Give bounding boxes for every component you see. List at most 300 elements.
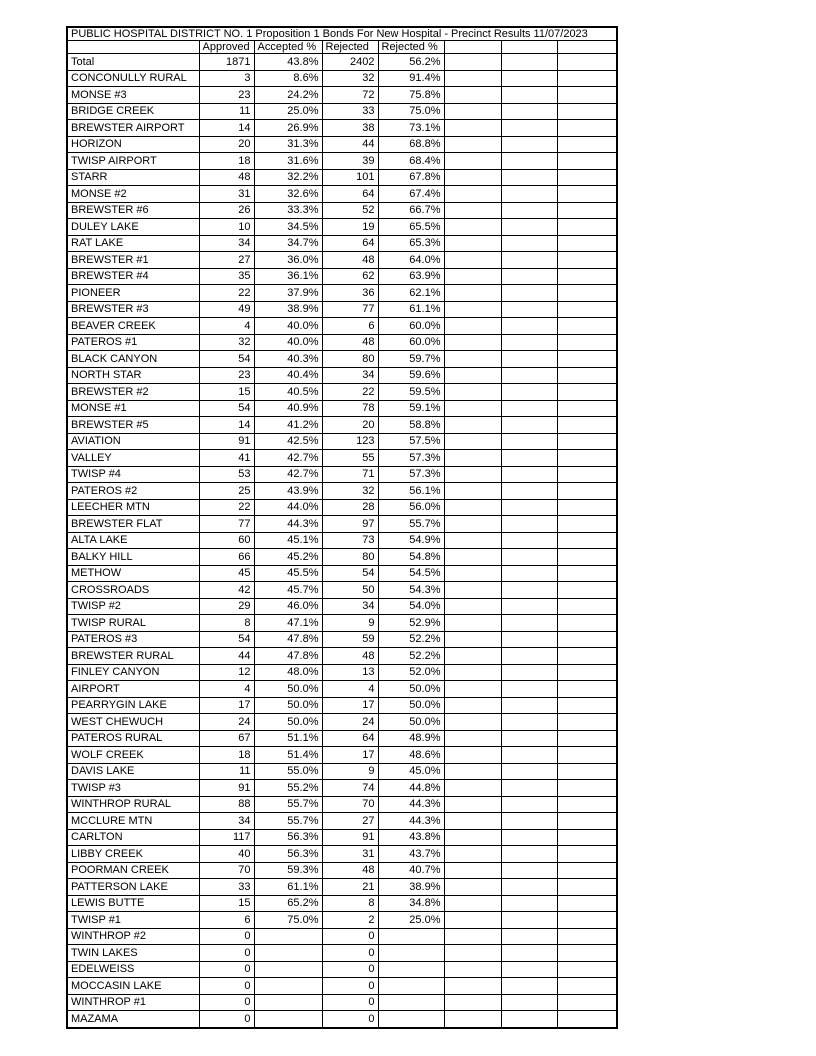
cell-rejected: 0: [322, 1011, 378, 1028]
table-row: [67, 598, 617, 615]
cell-approved: 18: [199, 747, 254, 764]
cell-precinct: TWISP AIRPORT: [67, 153, 199, 170]
cell-empty-1: [444, 268, 501, 285]
cell-rejected-pct: 59.1%: [378, 400, 444, 417]
cell-precinct: HORIZON: [67, 136, 199, 153]
cell-empty-1: [444, 136, 501, 153]
cell-approved: 22: [199, 285, 254, 302]
cell-empty-2: [501, 631, 557, 648]
cell-approved: 31: [199, 186, 254, 203]
cell-rejected-pct: 67.4%: [378, 186, 444, 203]
cell-rejected-pct: 40.7%: [378, 862, 444, 879]
cell-empty-3: [557, 829, 617, 846]
cell-empty-2: [501, 483, 557, 500]
column-header-precinct: [67, 41, 199, 54]
cell-rejected: 39: [322, 153, 378, 170]
cell-precinct: WOLF CREEK: [67, 747, 199, 764]
cell-accepted-pct: 43.8%: [254, 54, 322, 71]
cell-empty-3: [557, 862, 617, 879]
table-row: [67, 961, 617, 978]
cell-empty-2: [501, 219, 557, 236]
cell-rejected-pct: 56.0%: [378, 499, 444, 516]
column-header-rejected: Rejected: [322, 41, 378, 54]
table-row: [67, 747, 617, 764]
cell-accepted-pct: 40.3%: [254, 351, 322, 368]
cell-rejected: 0: [322, 994, 378, 1011]
cell-precinct: WINTHROP #2: [67, 928, 199, 945]
cell-rejected: 64: [322, 235, 378, 252]
cell-precinct: RAT LAKE: [67, 235, 199, 252]
cell-rejected: 77: [322, 301, 378, 318]
cell-precinct: PATEROS RURAL: [67, 730, 199, 747]
cell-approved: 24: [199, 714, 254, 731]
cell-empty-1: [444, 714, 501, 731]
cell-precinct: MAZAMA: [67, 1011, 199, 1028]
cell-rejected: 91: [322, 829, 378, 846]
table-row: [67, 994, 617, 1011]
cell-approved: 17: [199, 697, 254, 714]
cell-empty-2: [501, 598, 557, 615]
table-row: [67, 879, 617, 896]
cell-empty-1: [444, 780, 501, 797]
cell-approved: 66: [199, 549, 254, 566]
cell-approved: 25: [199, 483, 254, 500]
cell-rejected-pct: [378, 945, 444, 962]
cell-empty-3: [557, 483, 617, 500]
cell-empty-2: [501, 433, 557, 450]
cell-approved: 35: [199, 268, 254, 285]
cell-empty-3: [557, 169, 617, 186]
cell-approved: 0: [199, 961, 254, 978]
cell-empty-3: [557, 516, 617, 533]
cell-approved: 11: [199, 763, 254, 780]
cell-empty-1: [444, 54, 501, 71]
cell-empty-3: [557, 912, 617, 929]
cell-rejected: 48: [322, 252, 378, 269]
cell-accepted-pct: 45.2%: [254, 549, 322, 566]
cell-accepted-pct: 40.4%: [254, 367, 322, 384]
results-tbody: [67, 54, 617, 1028]
cell-rejected: 32: [322, 70, 378, 87]
cell-approved: 4: [199, 681, 254, 698]
cell-empty-3: [557, 186, 617, 203]
cell-rejected: 0: [322, 928, 378, 945]
cell-empty-3: [557, 87, 617, 104]
cell-empty-2: [501, 549, 557, 566]
cell-precinct: MCCLURE MTN: [67, 813, 199, 830]
table-row: [67, 549, 617, 566]
cell-empty-3: [557, 895, 617, 912]
table-row: [67, 202, 617, 219]
cell-empty-1: [444, 120, 501, 137]
title-row: [67, 27, 617, 41]
cell-precinct: WINTHROP #1: [67, 994, 199, 1011]
cell-accepted-pct: 38.9%: [254, 301, 322, 318]
cell-rejected: 4: [322, 681, 378, 698]
column-header-empty-1: [444, 41, 501, 54]
table-row: [67, 565, 617, 582]
cell-precinct: PATEROS #2: [67, 483, 199, 500]
cell-rejected-pct: 59.5%: [378, 384, 444, 401]
cell-approved: 8: [199, 615, 254, 632]
cell-precinct: FINLEY CANYON: [67, 664, 199, 681]
cell-approved: 60: [199, 532, 254, 549]
table-row: [67, 796, 617, 813]
cell-empty-2: [501, 747, 557, 764]
cell-rejected: 31: [322, 846, 378, 863]
cell-empty-1: [444, 153, 501, 170]
cell-empty-3: [557, 598, 617, 615]
cell-empty-2: [501, 895, 557, 912]
cell-empty-2: [501, 120, 557, 137]
cell-accepted-pct: 55.7%: [254, 796, 322, 813]
table-row: [67, 780, 617, 797]
cell-precinct: BRIDGE CREEK: [67, 103, 199, 120]
cell-precinct: MONSE #2: [67, 186, 199, 203]
cell-approved: 0: [199, 978, 254, 995]
table-row: [67, 169, 617, 186]
cell-empty-3: [557, 219, 617, 236]
cell-empty-1: [444, 582, 501, 599]
cell-empty-3: [557, 615, 617, 632]
cell-precinct: WINTHROP RURAL: [67, 796, 199, 813]
cell-empty-3: [557, 532, 617, 549]
cell-empty-1: [444, 846, 501, 863]
cell-accepted-pct: 40.0%: [254, 334, 322, 351]
cell-precinct: BREWSTER RURAL: [67, 648, 199, 665]
cell-empty-3: [557, 780, 617, 797]
cell-rejected: 54: [322, 565, 378, 582]
cell-approved: 10: [199, 219, 254, 236]
cell-empty-3: [557, 268, 617, 285]
cell-empty-1: [444, 103, 501, 120]
cell-empty-2: [501, 994, 557, 1011]
cell-empty-1: [444, 252, 501, 269]
cell-empty-1: [444, 549, 501, 566]
cell-accepted-pct: 44.0%: [254, 499, 322, 516]
cell-empty-1: [444, 400, 501, 417]
cell-accepted-pct: 25.0%: [254, 103, 322, 120]
cell-rejected-pct: [378, 978, 444, 995]
cell-empty-3: [557, 120, 617, 137]
cell-empty-2: [501, 268, 557, 285]
cell-accepted-pct: 24.2%: [254, 87, 322, 104]
cell-precinct: PIONEER: [67, 285, 199, 302]
cell-empty-2: [501, 450, 557, 467]
cell-empty-2: [501, 846, 557, 863]
cell-empty-2: [501, 796, 557, 813]
cell-rejected-pct: 58.8%: [378, 417, 444, 434]
cell-empty-1: [444, 796, 501, 813]
cell-accepted-pct: [254, 928, 322, 945]
table-row: [67, 681, 617, 698]
cell-rejected: 73: [322, 532, 378, 549]
cell-rejected-pct: 54.5%: [378, 565, 444, 582]
cell-accepted-pct: 45.1%: [254, 532, 322, 549]
cell-rejected-pct: 60.0%: [378, 318, 444, 335]
cell-rejected-pct: 34.8%: [378, 895, 444, 912]
cell-rejected-pct: 73.1%: [378, 120, 444, 137]
cell-accepted-pct: 55.0%: [254, 763, 322, 780]
cell-rejected: 80: [322, 351, 378, 368]
cell-precinct: BREWSTER #4: [67, 268, 199, 285]
cell-precinct: ALTA LAKE: [67, 532, 199, 549]
table-row: [67, 450, 617, 467]
cell-empty-3: [557, 582, 617, 599]
cell-approved: 0: [199, 994, 254, 1011]
cell-empty-2: [501, 697, 557, 714]
cell-rejected-pct: 45.0%: [378, 763, 444, 780]
cell-empty-1: [444, 648, 501, 665]
cell-rejected-pct: 54.9%: [378, 532, 444, 549]
table-row: [67, 334, 617, 351]
cell-precinct: BREWSTER #2: [67, 384, 199, 401]
cell-empty-1: [444, 1011, 501, 1028]
cell-approved: 6: [199, 912, 254, 929]
cell-rejected: 78: [322, 400, 378, 417]
table-row: [67, 631, 617, 648]
cell-accepted-pct: 45.7%: [254, 582, 322, 599]
cell-rejected: 32: [322, 483, 378, 500]
cell-rejected: 101: [322, 169, 378, 186]
cell-accepted-pct: 42.5%: [254, 433, 322, 450]
cell-empty-2: [501, 532, 557, 549]
cell-empty-1: [444, 70, 501, 87]
table-row: [67, 846, 617, 863]
cell-empty-2: [501, 466, 557, 483]
cell-empty-3: [557, 978, 617, 995]
cell-approved: 14: [199, 120, 254, 137]
cell-precinct: NORTH STAR: [67, 367, 199, 384]
table-row: [67, 483, 617, 500]
cell-empty-2: [501, 714, 557, 731]
cell-rejected: 62: [322, 268, 378, 285]
cell-rejected: 20: [322, 417, 378, 434]
cell-precinct: BREWSTER AIRPORT: [67, 120, 199, 137]
cell-rejected: 72: [322, 87, 378, 104]
table-row: [67, 367, 617, 384]
column-header-empty-2: [501, 41, 557, 54]
cell-empty-3: [557, 252, 617, 269]
cell-rejected-pct: 57.3%: [378, 450, 444, 467]
cell-empty-2: [501, 202, 557, 219]
table-row: [67, 87, 617, 104]
cell-accepted-pct: 75.0%: [254, 912, 322, 929]
cell-approved: 15: [199, 895, 254, 912]
cell-empty-2: [501, 681, 557, 698]
cell-precinct: TWIN LAKES: [67, 945, 199, 962]
cell-accepted-pct: 56.3%: [254, 829, 322, 846]
table-row: [67, 978, 617, 995]
table-row: [67, 697, 617, 714]
cell-rejected-pct: 52.2%: [378, 631, 444, 648]
cell-rejected-pct: 75.0%: [378, 103, 444, 120]
cell-approved: 45: [199, 565, 254, 582]
table-row: [67, 235, 617, 252]
cell-precinct: BREWSTER FLAT: [67, 516, 199, 533]
cell-rejected-pct: 65.5%: [378, 219, 444, 236]
cell-accepted-pct: 40.5%: [254, 384, 322, 401]
table-row: [67, 945, 617, 962]
cell-empty-2: [501, 367, 557, 384]
cell-rejected: 28: [322, 499, 378, 516]
cell-approved: 23: [199, 87, 254, 104]
cell-rejected-pct: 50.0%: [378, 714, 444, 731]
cell-empty-3: [557, 549, 617, 566]
cell-approved: 27: [199, 252, 254, 269]
cell-empty-3: [557, 747, 617, 764]
cell-empty-2: [501, 400, 557, 417]
cell-rejected: 71: [322, 466, 378, 483]
cell-empty-3: [557, 1011, 617, 1028]
cell-rejected-pct: 63.9%: [378, 268, 444, 285]
cell-rejected: 0: [322, 961, 378, 978]
cell-rejected: 2402: [322, 54, 378, 71]
cell-rejected: 59: [322, 631, 378, 648]
cell-empty-2: [501, 87, 557, 104]
cell-precinct: CARLTON: [67, 829, 199, 846]
cell-precinct: LEWIS BUTTE: [67, 895, 199, 912]
cell-precinct: BREWSTER #5: [67, 417, 199, 434]
cell-empty-2: [501, 664, 557, 681]
cell-empty-2: [501, 879, 557, 896]
cell-empty-3: [557, 466, 617, 483]
cell-empty-1: [444, 763, 501, 780]
cell-empty-2: [501, 862, 557, 879]
cell-rejected: 74: [322, 780, 378, 797]
cell-rejected: 34: [322, 367, 378, 384]
cell-rejected: 0: [322, 945, 378, 962]
cell-rejected: 8: [322, 895, 378, 912]
cell-rejected: 38: [322, 120, 378, 137]
cell-empty-3: [557, 351, 617, 368]
cell-approved: 11: [199, 103, 254, 120]
cell-precinct: EDELWEISS: [67, 961, 199, 978]
cell-approved: 22: [199, 499, 254, 516]
cell-empty-3: [557, 384, 617, 401]
cell-rejected: 9: [322, 763, 378, 780]
cell-rejected-pct: 68.4%: [378, 153, 444, 170]
cell-empty-2: [501, 301, 557, 318]
cell-accepted-pct: [254, 961, 322, 978]
cell-empty-1: [444, 417, 501, 434]
cell-rejected-pct: 44.3%: [378, 796, 444, 813]
cell-empty-3: [557, 631, 617, 648]
cell-rejected-pct: 59.7%: [378, 351, 444, 368]
cell-accepted-pct: 50.0%: [254, 681, 322, 698]
cell-empty-2: [501, 615, 557, 632]
cell-accepted-pct: 55.2%: [254, 780, 322, 797]
cell-empty-3: [557, 334, 617, 351]
cell-rejected-pct: 66.7%: [378, 202, 444, 219]
cell-rejected-pct: 67.8%: [378, 169, 444, 186]
cell-empty-3: [557, 153, 617, 170]
cell-approved: 0: [199, 1011, 254, 1028]
cell-approved: 34: [199, 235, 254, 252]
cell-empty-1: [444, 829, 501, 846]
cell-approved: 4: [199, 318, 254, 335]
cell-precinct: CONCONULLY RURAL: [67, 70, 199, 87]
cell-rejected: 70: [322, 796, 378, 813]
cell-rejected: 50: [322, 582, 378, 599]
table-row: [67, 384, 617, 401]
cell-rejected-pct: 75.8%: [378, 87, 444, 104]
cell-empty-3: [557, 994, 617, 1011]
cell-empty-1: [444, 615, 501, 632]
cell-empty-2: [501, 1011, 557, 1028]
cell-rejected: 9: [322, 615, 378, 632]
table-row: [67, 714, 617, 731]
cell-approved: 0: [199, 945, 254, 962]
precinct-results-table: [66, 26, 618, 1029]
table-row: [67, 532, 617, 549]
cell-rejected-pct: 50.0%: [378, 697, 444, 714]
cell-rejected-pct: 57.5%: [378, 433, 444, 450]
cell-precinct: DAVIS LAKE: [67, 763, 199, 780]
cell-rejected: 44: [322, 136, 378, 153]
table-row: [67, 516, 617, 533]
cell-empty-3: [557, 301, 617, 318]
cell-rejected: 52: [322, 202, 378, 219]
table-row: [67, 318, 617, 335]
cell-empty-1: [444, 631, 501, 648]
column-header-approved: Approved: [199, 41, 254, 54]
table-row: [67, 186, 617, 203]
table-row: [67, 54, 617, 71]
cell-empty-1: [444, 318, 501, 335]
cell-approved: 29: [199, 598, 254, 615]
cell-empty-3: [557, 796, 617, 813]
cell-empty-2: [501, 813, 557, 830]
cell-empty-3: [557, 813, 617, 830]
cell-rejected-pct: 56.1%: [378, 483, 444, 500]
cell-rejected-pct: 56.2%: [378, 54, 444, 71]
cell-empty-2: [501, 103, 557, 120]
cell-accepted-pct: 50.0%: [254, 697, 322, 714]
table-row: [67, 664, 617, 681]
cell-approved: 33: [199, 879, 254, 896]
cell-rejected-pct: 54.8%: [378, 549, 444, 566]
cell-precinct: METHOW: [67, 565, 199, 582]
table-row: [67, 813, 617, 830]
cell-empty-2: [501, 70, 557, 87]
cell-empty-1: [444, 862, 501, 879]
cell-approved: 1871: [199, 54, 254, 71]
cell-precinct: PEARRYGIN LAKE: [67, 697, 199, 714]
cell-empty-1: [444, 301, 501, 318]
table-row: [67, 268, 617, 285]
cell-empty-3: [557, 235, 617, 252]
cell-empty-1: [444, 433, 501, 450]
cell-empty-1: [444, 235, 501, 252]
cell-empty-1: [444, 367, 501, 384]
cell-rejected: 80: [322, 549, 378, 566]
cell-approved: 41: [199, 450, 254, 467]
cell-rejected-pct: [378, 1011, 444, 1028]
cell-empty-1: [444, 994, 501, 1011]
cell-rejected: 48: [322, 334, 378, 351]
cell-rejected: 64: [322, 186, 378, 203]
cell-empty-3: [557, 697, 617, 714]
cell-rejected-pct: 91.4%: [378, 70, 444, 87]
table-row: [67, 648, 617, 665]
cell-accepted-pct: 45.5%: [254, 565, 322, 582]
cell-empty-1: [444, 450, 501, 467]
table-row: [67, 499, 617, 516]
cell-rejected: 22: [322, 384, 378, 401]
cell-precinct: BLACK CANYON: [67, 351, 199, 368]
cell-empty-2: [501, 565, 557, 582]
